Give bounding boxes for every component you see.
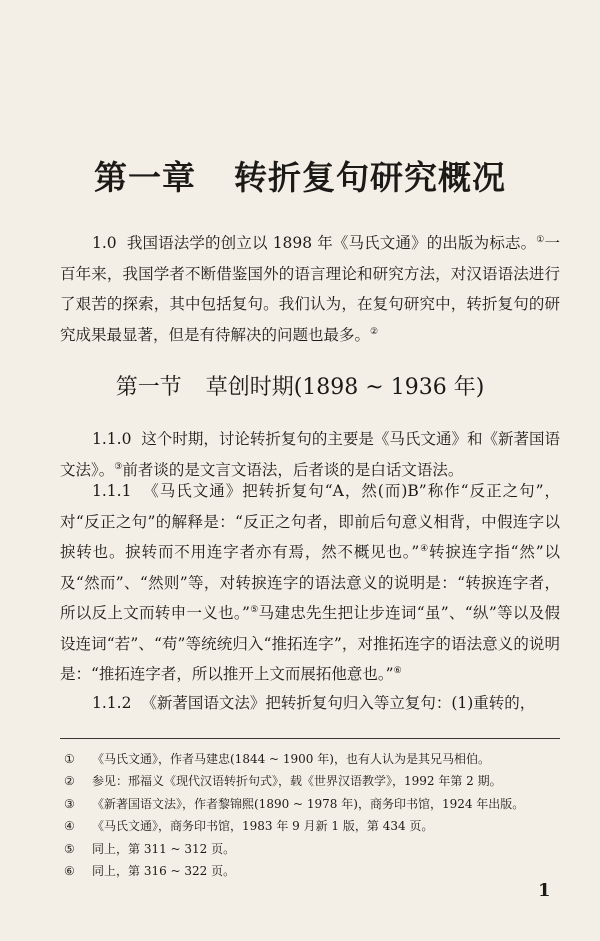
- section-number: 第一节: [115, 375, 182, 400]
- footnotes: [64, 748, 564, 882]
- paragraph-text: 转捩连字指“然”以及“然而”、“然则”等，对转捩连字的语法意义的说明是：“转捩连字者，所以反上文而转申一义也。”: [60, 543, 560, 622]
- footnote-ref: ⑥: [393, 665, 402, 676]
- section-title: [0, 370, 600, 401]
- paragraph-text: 一百年来，我国学者不断借鉴国外的语言理论和研究方法，对汉语语法进行了艰苦的探索，其中包括复句。我们认为，在复句研究中，转折复句的研究成果最显著，但是有待解决的问题也最多。: [60, 234, 560, 344]
- page-number: 1: [538, 880, 551, 901]
- paragraph-text: 《马氏文通》把转折复句“A，然(而)B”称作“反正之句”，对“反正之句”的解释是：“反正之句者，即前后句意义相背，中假连字以捩转也。捩转而不用连字者亦有焉，然不概见也。”: [60, 482, 560, 561]
- paragraph-text: 这个时期，讨论转折复句的主要是《马氏文通》和《新著国语文法》。: [60, 430, 560, 479]
- footnote-mark: ②: [64, 774, 75, 789]
- chapter-number: 第一章: [94, 158, 196, 197]
- footnote-text: 《马氏文通》，商务印书馆，1983 年 9 月新 1 版，第 434 页。: [92, 819, 434, 834]
- chapter-name: 转折复句研究概况: [234, 158, 506, 197]
- footnote-item: [64, 838, 564, 860]
- paragraph-number: 1.1.2: [92, 694, 132, 712]
- paragraph-number: 1.1.0: [92, 430, 132, 448]
- footnote-mark: ④: [64, 819, 75, 834]
- footnote-text: 《新著国语文法》，作者黎锦熙(1890 ~ 1978 年)，商务印书馆，1924 年出版。: [92, 796, 525, 811]
- footnote-mark: ⑥: [64, 864, 75, 879]
- footnote-text: 同上，第 316 ~ 322 页。: [92, 864, 236, 879]
- footnote-mark: ③: [64, 796, 75, 811]
- footnote-item: [64, 860, 564, 882]
- paragraph-1-1-1: [60, 476, 560, 690]
- paragraph-number: 1.1.1: [92, 482, 132, 500]
- chapter-title: [0, 152, 600, 199]
- footnote-ref: ④: [419, 543, 430, 554]
- footnote-ref: ⑤: [249, 604, 259, 615]
- footnote-divider: [60, 738, 560, 739]
- footnote-ref: ③: [114, 461, 123, 472]
- footnote-item: [64, 770, 564, 792]
- paragraph-1-0: [60, 228, 560, 350]
- footnote-text: 参见：邢福义《现代汉语转折句式》，载《世界汉语教学》，1992 年第 2 期。: [92, 774, 502, 789]
- footnote-item: [64, 815, 564, 837]
- paragraph-text: 《新著国语文法》把转折复句归入等立复句：(1)重转的，: [141, 694, 536, 712]
- footnote-item: [64, 748, 564, 770]
- paragraph-text: 前者谈的是文言文语法，后者谈的是白话文语法。: [122, 460, 464, 479]
- footnote-mark: ①: [64, 752, 75, 766]
- paragraph-text: 我国语法学的创立以 1898 年《马氏文通》的出版为标志。: [126, 234, 537, 252]
- footnote-mark: ⑤: [64, 841, 75, 856]
- paragraph-1-1-2: [60, 688, 560, 719]
- footnote-item: [64, 793, 564, 815]
- paragraph-number: 1.0: [92, 234, 117, 252]
- footnote-text: 同上，第 311 ~ 312 页。: [92, 841, 236, 856]
- footnote-ref: ①: [536, 234, 545, 245]
- footnote-text: 《马氏文通》，作者马建忠(1844 ~ 1900 年)，也有人认为是其兄马相伯。: [92, 752, 490, 766]
- section-name: 草创时期(1898 ~ 1936 年): [205, 375, 485, 400]
- paragraph-text: 马建忠先生把让步连词“虽”、“纵”等以及假设连词“若”、“苟”等统统归入“推拓连字”，对推拓连字的语法意义的说明是：“推拓连字者，所以推开上文而展拓他意也。”: [60, 604, 561, 683]
- footnote-ref: ②: [370, 326, 379, 337]
